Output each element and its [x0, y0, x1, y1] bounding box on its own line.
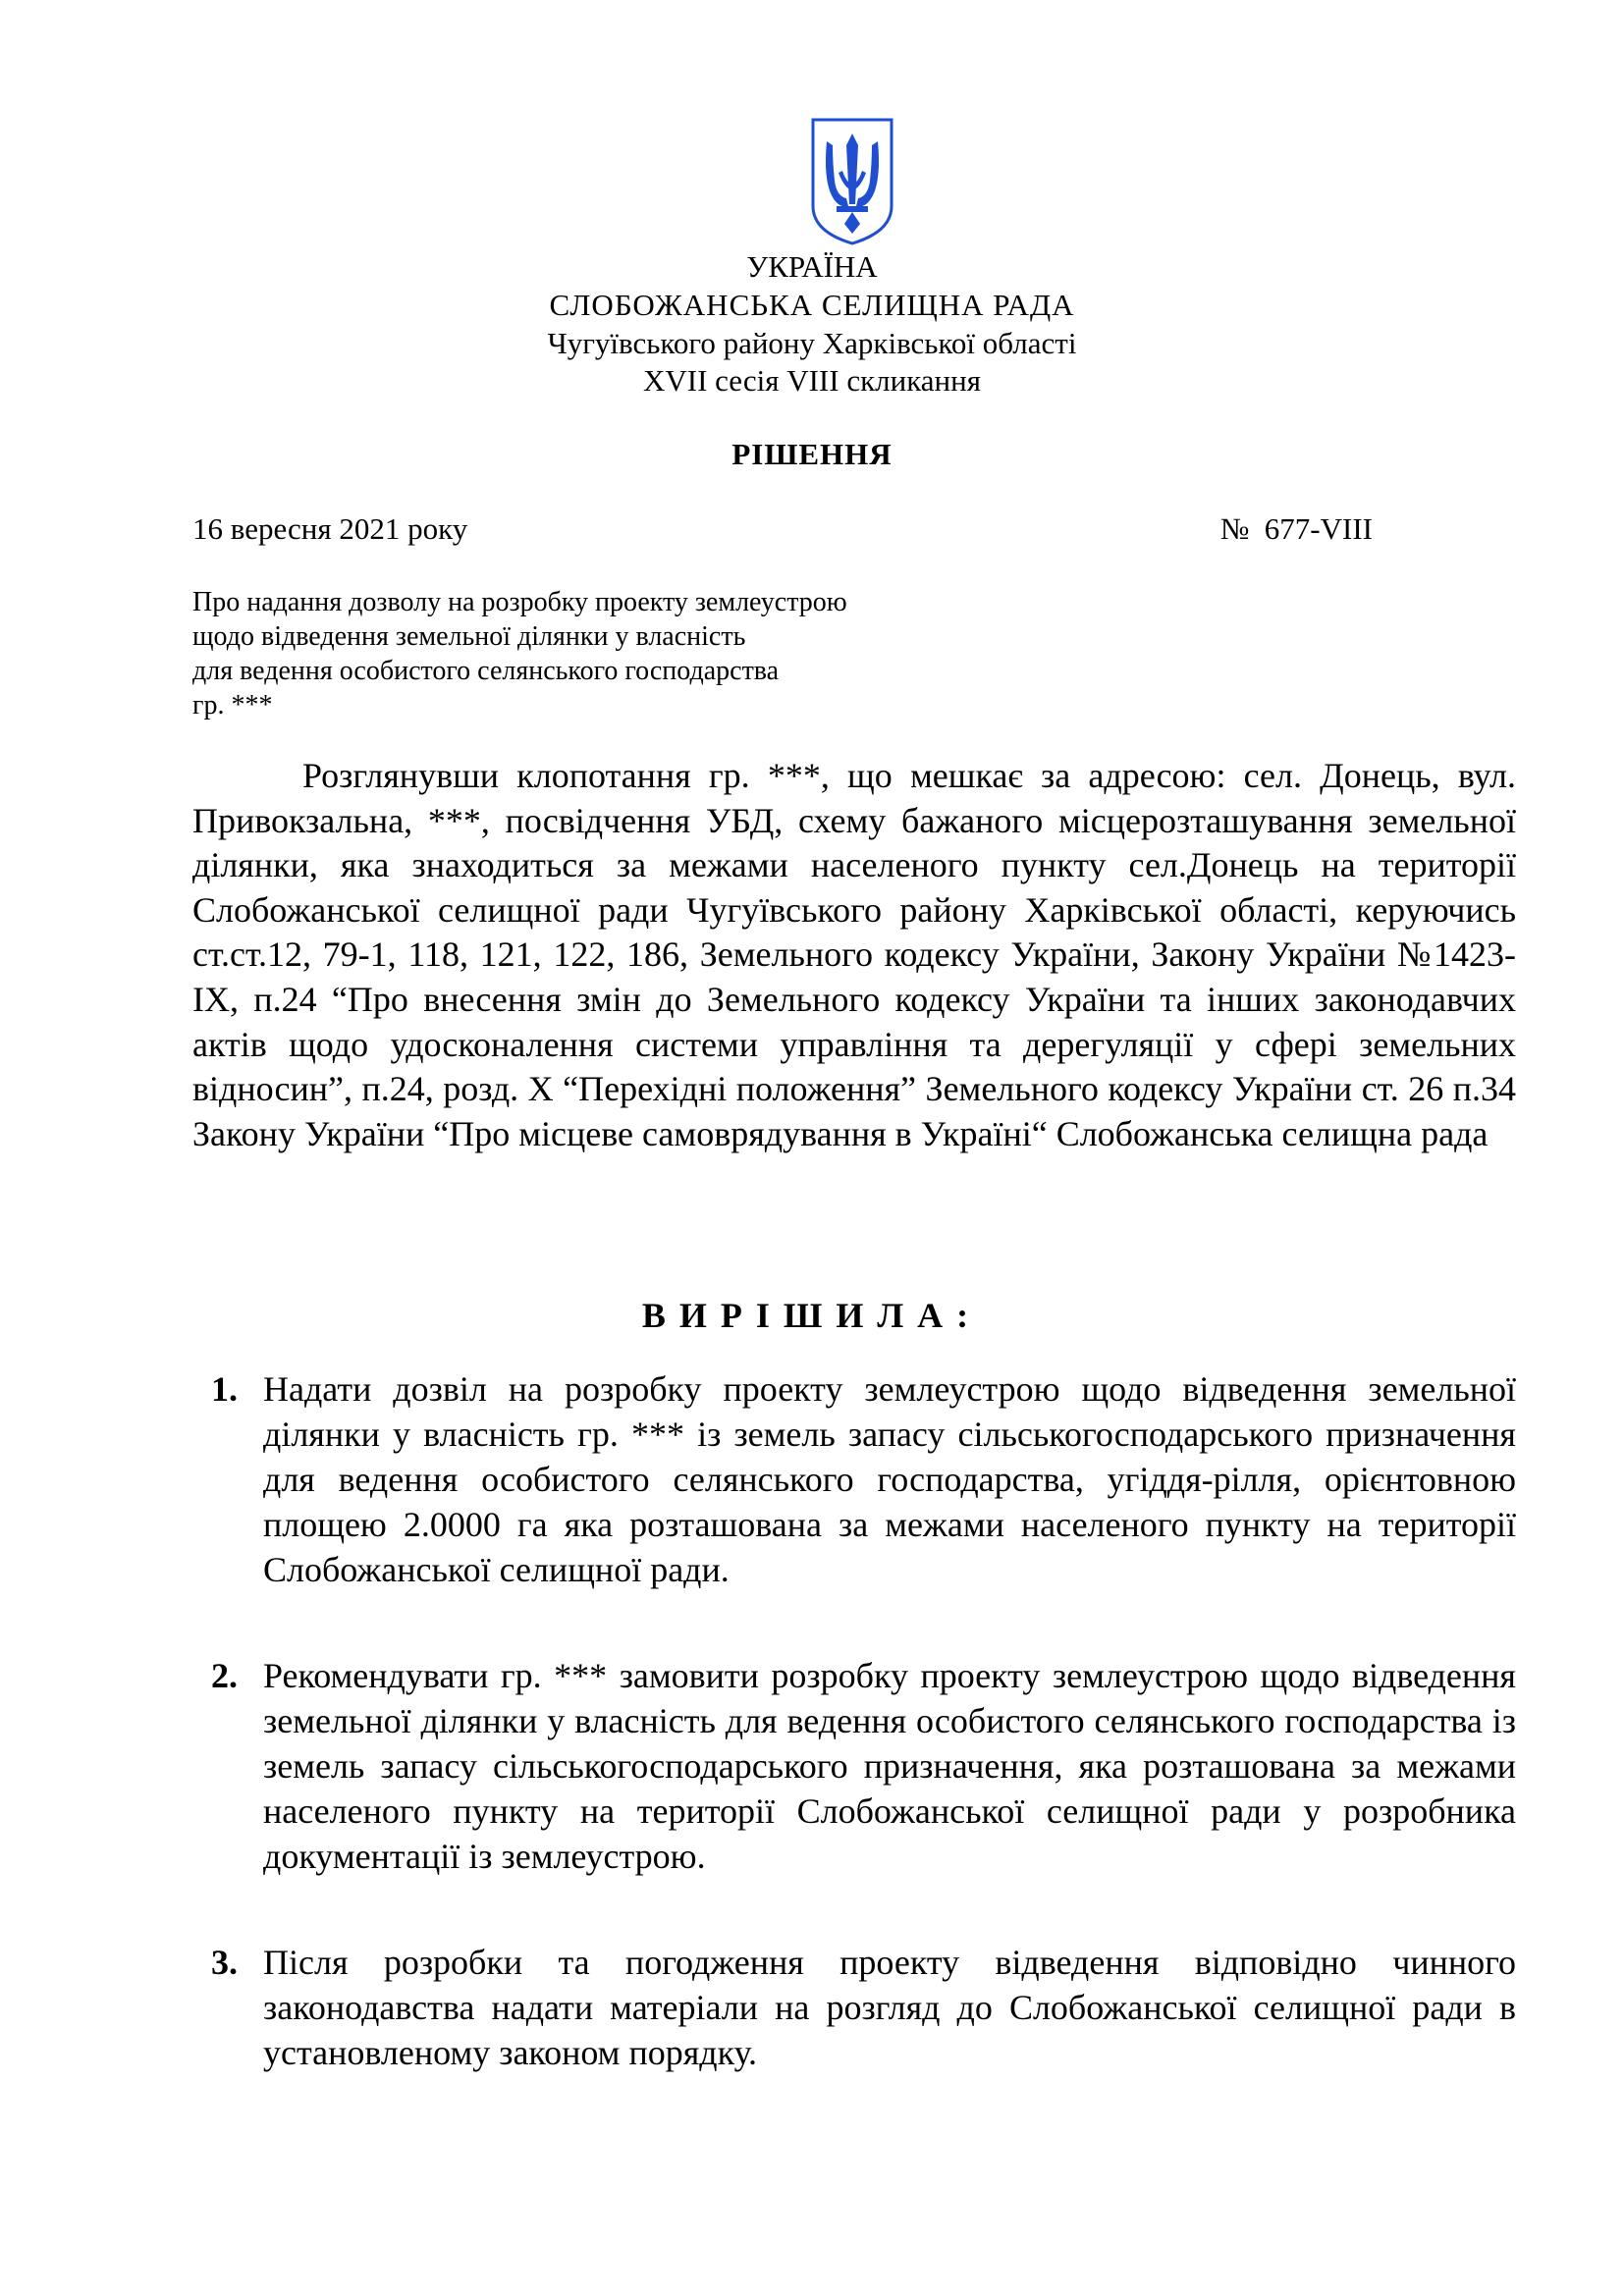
item-number: 3. [211, 1943, 238, 1982]
coat-of-arms-icon [809, 116, 895, 247]
subject-line: для ведення особистого селянського господарства [192, 656, 780, 686]
decision-number: № 677-VIII [1219, 511, 1373, 546]
item-text: Надати дозвіл на розробку проекту землеустрою щодо відведення земельної ділянки у власність гр. *** із земель запасу сільськогосподарського призначення для ведення особистого селянського господарства, угіддя-рілля, орієнтовною площею 2.0000 га яка розташована за межами населеного пункту на території Слобожанської селищної ради. [263, 1369, 1516, 1589]
subject-line: Про надання дозволу на розробку проекту землеустрою [192, 587, 847, 617]
decision-subject [192, 585, 958, 722]
decision-date: 16 вересня 2021 року [192, 511, 468, 546]
subject-line: щодо відведення земельної ділянки у власність [192, 621, 746, 652]
district-name: Чугуївського району Харківської області [547, 326, 1077, 360]
decision-item [192, 1653, 1516, 1879]
decision-item [192, 1940, 1516, 2075]
decision-item [192, 1366, 1516, 1592]
session-name: XVII сесія VIII скликання [643, 363, 981, 398]
country-name: УКРАЇНА [746, 249, 878, 284]
item-number: 2. [211, 1656, 238, 1695]
subject-line: гр. *** [192, 690, 273, 721]
decided-heading: ВИРІШИЛА: [641, 1296, 983, 1335]
council-name: СЛОБОЖАНСЬКА СЕЛИЩНА РАДА [549, 288, 1075, 322]
document-title: РІШЕННЯ [731, 437, 893, 471]
item-text: Рекомендувати гр. *** замовити розробку проекту землеустрою щодо відведення земельної ділянки у власність для ведення особистого селянського господарства із земель запасу сільськогосподарського призначення, яка розташована за межами населеного пункту на території Слобожанської селищної ради у розробника документації із землеустрою. [263, 1656, 1516, 1876]
item-number: 1. [211, 1369, 238, 1409]
item-text: Після розробки та погодження проекту відведення відповідно чинного законодавства надати матеріали на розгляд до Слобожанської селищної ради в установленому законом порядку. [263, 1943, 1516, 2072]
preamble-paragraph: Розглянувши клопотання гр. ***, що мешкає за адресою: сел. Донець, вул. Привокзальна, ***, посвідчення УБД, схему бажаного місцерозташування земельної ділянки, яка знаходиться за межами населеного пункту сел.Донець на території Слобожанської селищної ради Чугуївського району Харківської області, керуючись ст.ст.12, 79-1, 118, 121, 122, 186, Земельного кодексу України, Закону України №1423-ІХ, п.24 “Про внесення змін до Земельного кодексу України та інших законодавчих актів щодо удосконалення системи управління та дерегуляції у сфері земельних відносин”, п.24, розд. Х “Перехідні положення” Земельного кодексу України ст. 26 п.34 Закону України “Про місцеве самоврядування в Україні“ Слобожанська селищна рада [192, 756, 1516, 1153]
